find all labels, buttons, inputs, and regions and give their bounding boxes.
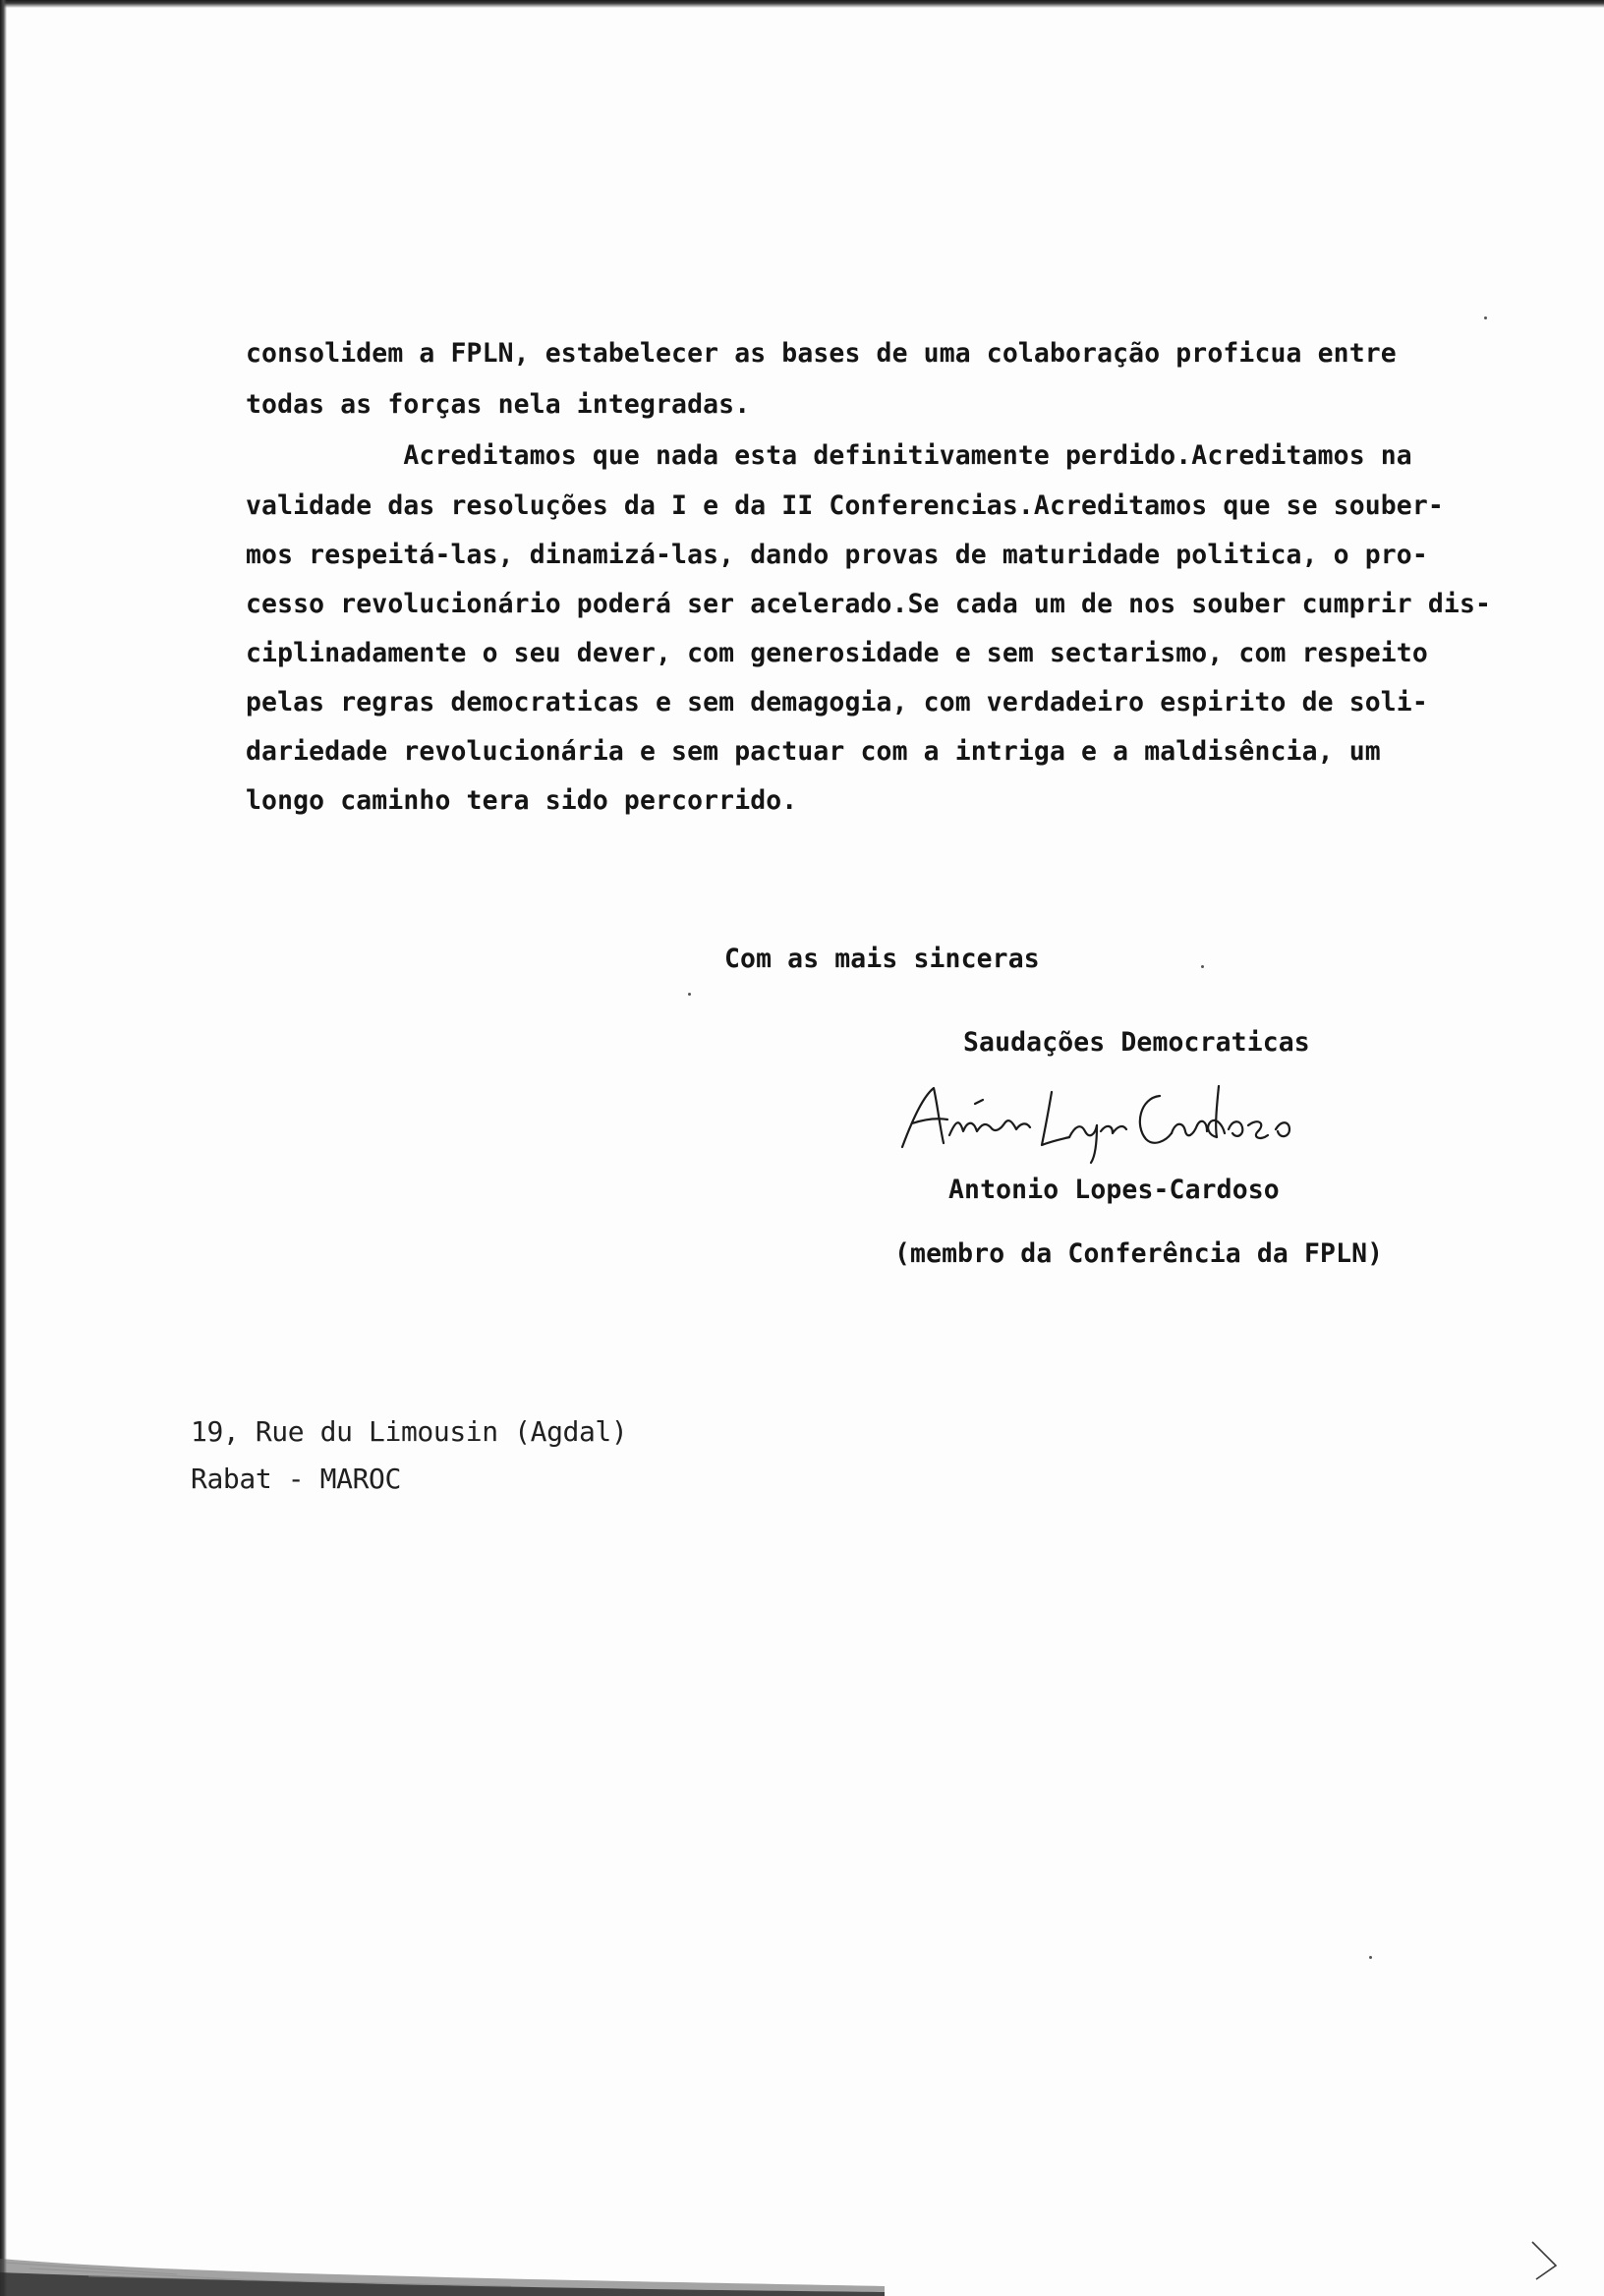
address-line-1: 19, Rue du Limousin (Agdal) (191, 1415, 628, 1448)
handwritten-signature (894, 1066, 1337, 1165)
body-line: todas as forças nela integradas. (246, 389, 751, 420)
body-line: dariedade revolucionária e sem pactuar com a intriga e a maldisência, um (246, 736, 1381, 767)
body-line: mos respeitá-las, dinamizá-las, dando provas de maturidade politica, o pro- (246, 540, 1428, 570)
letter-body (246, 334, 1602, 845)
body-line: ciplinadamente o seu dever, com generosidade e sem sectarismo, com respeito (246, 638, 1428, 668)
body-line: consolidem a FPLN, estabelecer as bases de uma colaboração proficua entre (246, 338, 1397, 369)
scan-speck (1484, 316, 1487, 319)
page-top-edge (0, 0, 1604, 8)
page-left-edge (0, 0, 7, 2296)
body-line: longo caminho tera sido percorrido. (246, 785, 798, 816)
body-line: cesso revolucionário poderá ser acelerado.Se cada um de nos souber cumprir dis- (246, 589, 1492, 619)
body-line: validade das resoluções da I e da II Conferencias.Acreditamos que se souber- (246, 490, 1444, 521)
address-line-2: Rabat - MAROC (191, 1463, 401, 1495)
scan-bottom-artifact (0, 2229, 885, 2296)
body-line: Acreditamos que nada esta definitivamente perdido.Acreditamos na (246, 440, 1412, 471)
body-line: pelas regras democraticas e sem demagogia, com verdadeiro espirito de soli- (246, 687, 1428, 718)
scan-speck (1369, 1956, 1372, 1959)
closing-greeting: Saudações Democraticas (963, 1027, 1310, 1058)
closing-phrase: Com as mais sinceras (724, 944, 1040, 974)
corner-fold-mark (1528, 2236, 1577, 2285)
scan-speck (1201, 965, 1204, 968)
scan-speck (688, 993, 691, 996)
signer-role: (membro da Conferência da FPLN) (894, 1238, 1384, 1269)
signer-name: Antonio Lopes-Cardoso (948, 1175, 1280, 1205)
